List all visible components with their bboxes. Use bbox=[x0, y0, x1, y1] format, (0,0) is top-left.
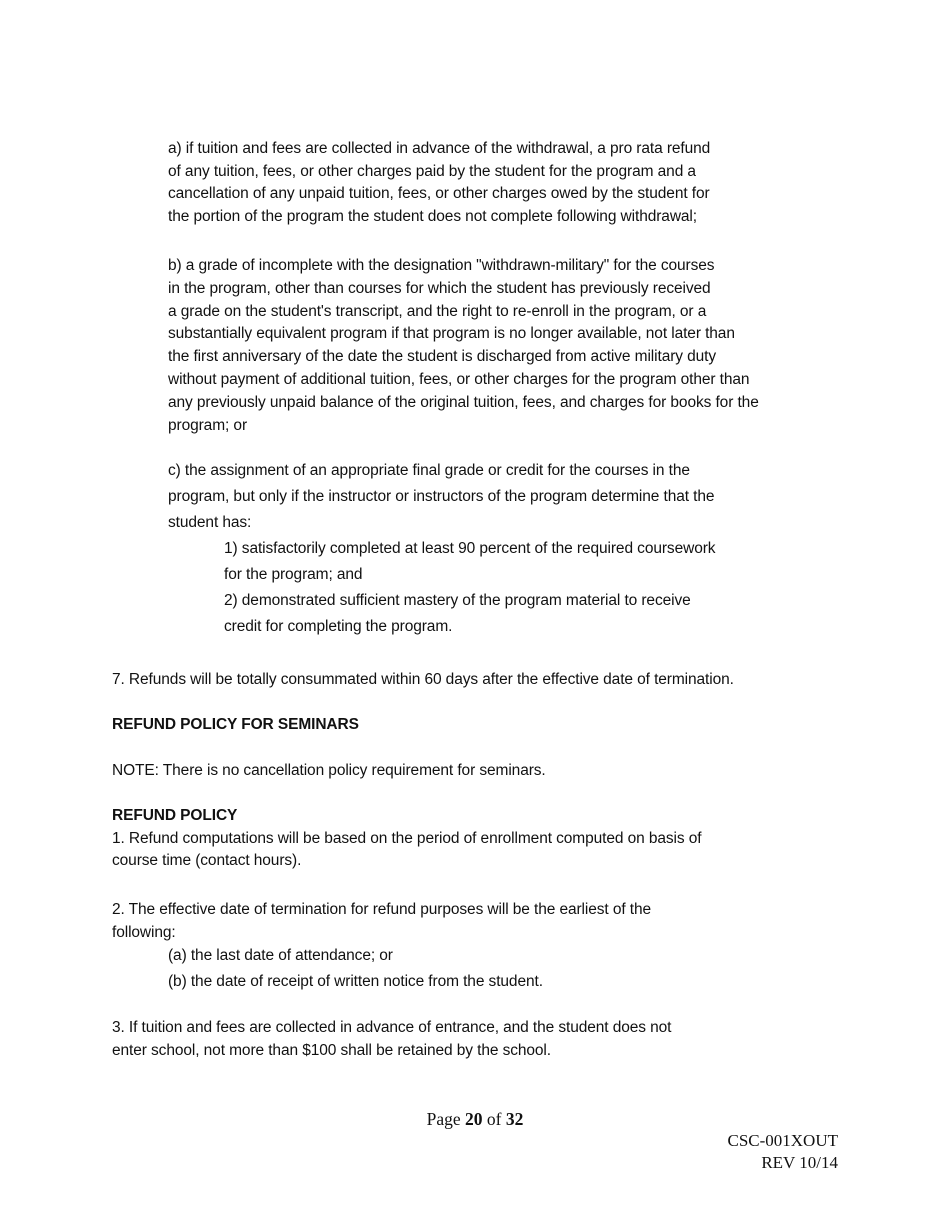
section-c-line: c) the assignment of an appropriate final grade or credit for the courses in the bbox=[168, 462, 690, 479]
refund-policy-heading: REFUND POLICY bbox=[112, 807, 238, 824]
section-c-sub-line: 1) satisfactorily completed at least 90 percent of the required coursework bbox=[224, 540, 716, 557]
section-b-line: b) a grade of incomplete with the designation "withdrawn-military" for the courses bbox=[168, 257, 715, 274]
section-b-line: any previously unpaid balance of the original tuition, fees, and charges for books for the bbox=[168, 394, 759, 411]
page-number bbox=[0, 1108, 950, 1130]
section-a-line: cancellation of any unpaid tuition, fees, or other charges owed by the student for bbox=[168, 185, 710, 202]
revision: REV 10/14 bbox=[761, 1153, 838, 1172]
section-b-line: the first anniversary of the date the student is discharged from active military duty bbox=[168, 348, 717, 365]
section-c-sub-line: for the program; and bbox=[224, 566, 363, 583]
seminars-note: NOTE: There is no cancellation policy requirement for seminars. bbox=[112, 762, 546, 779]
section-b-line: program; or bbox=[168, 417, 248, 434]
refund-item-2-sub: (a) the last date of attendance; or bbox=[168, 947, 393, 964]
refund-item-2-line: following: bbox=[112, 924, 176, 941]
section-a-line: a) if tuition and fees are collected in advance of the withdrawal, a pro rata refund bbox=[168, 140, 711, 157]
refund-item-1-line: course time (contact hours). bbox=[112, 852, 302, 869]
page-current: 20 bbox=[465, 1109, 483, 1129]
refund-item-2-sub: (b) the date of receipt of written notice from the student. bbox=[168, 973, 543, 990]
section-c-line: program, but only if the instructor or instructors of the program determine that the bbox=[168, 488, 715, 505]
page-of: of bbox=[486, 1109, 502, 1129]
section-b-line: in the program, other than courses for which the student has previously received bbox=[168, 280, 711, 297]
item-7: 7. Refunds will be totally consummated within 60 days after the effective date of termination. bbox=[112, 671, 734, 688]
section-c-line: student has: bbox=[168, 514, 252, 531]
page-total: 32 bbox=[505, 1109, 524, 1129]
section-b-line: a grade on the student's transcript, and the right to re-enroll in the program, or a bbox=[168, 303, 707, 320]
section-b-line: without payment of additional tuition, fees, or other charges for the program other than bbox=[168, 371, 750, 388]
refund-item-3-line: enter school, not more than $100 shall be retained by the school. bbox=[112, 1042, 551, 1059]
section-a-line: of any tuition, fees, or other charges paid by the student for the program and a bbox=[168, 163, 696, 180]
refund-item-2-line: 2. The effective date of termination for refund purposes will be the earliest of the bbox=[112, 901, 652, 918]
page-word: Page bbox=[426, 1109, 461, 1129]
section-c-sub-line: credit for completing the program. bbox=[224, 618, 453, 635]
seminars-heading: REFUND POLICY FOR SEMINARS bbox=[112, 716, 359, 733]
form-code: CSC-001XOUT bbox=[727, 1131, 838, 1150]
section-b-line: substantially equivalent program if that program is no longer available, not later than bbox=[168, 325, 735, 342]
section-c-sub-line: 2) demonstrated sufficient mastery of the program material to receive bbox=[224, 592, 691, 609]
section-a-line: the portion of the program the student does not complete following withdrawal; bbox=[168, 208, 697, 225]
refund-item-1-line: 1. Refund computations will be based on the period of enrollment computed on basis of bbox=[112, 830, 702, 847]
refund-item-3-line: 3. If tuition and fees are collected in advance of entrance, and the student does not bbox=[112, 1019, 672, 1036]
